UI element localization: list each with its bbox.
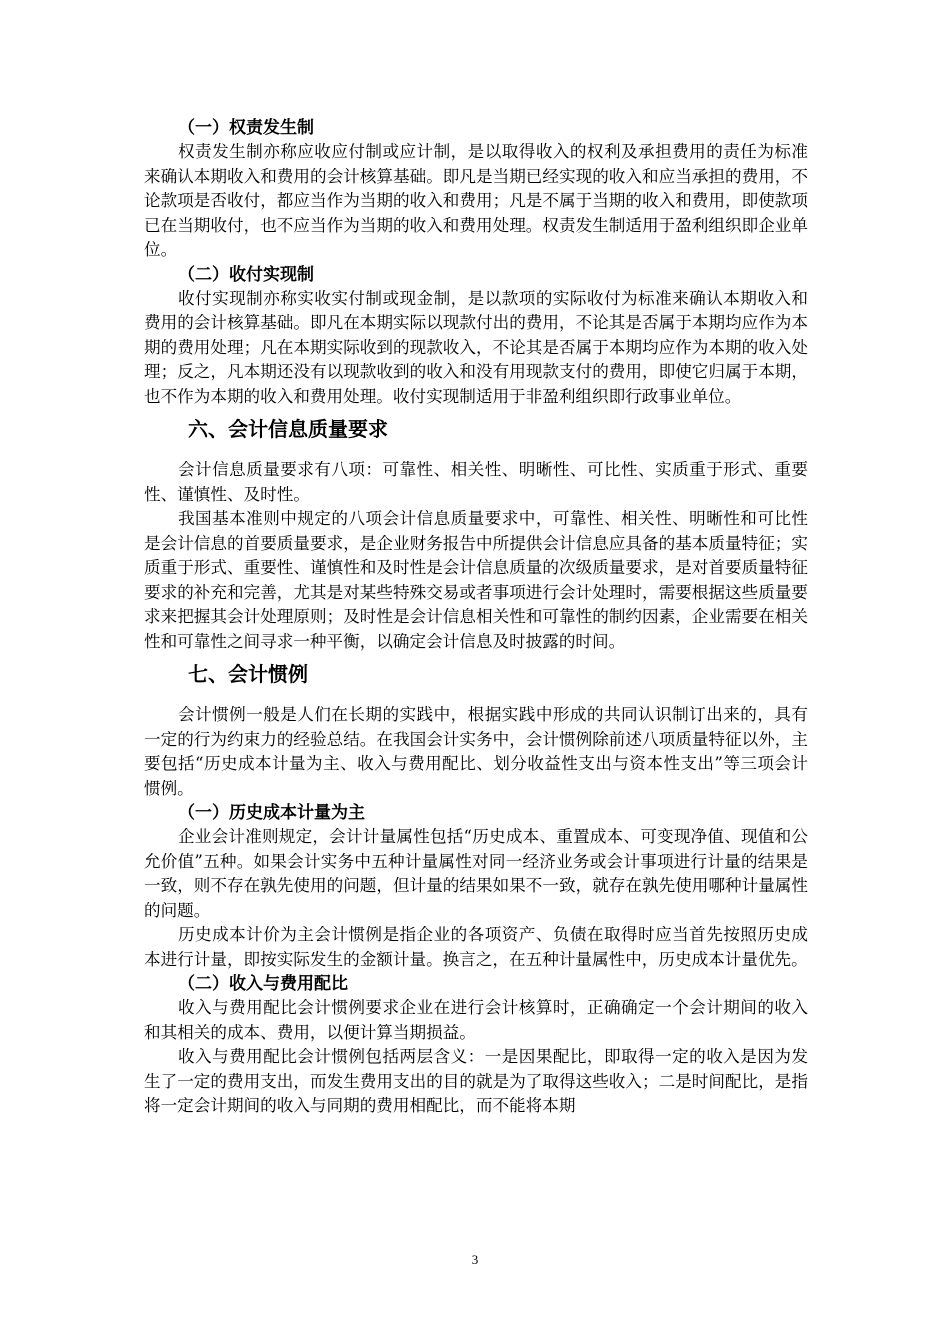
document-page <box>144 116 808 1119</box>
paragraph-matching-meaning: 收入与费用配比会计惯例包括两层含义：一是因果配比，即取得一定的收入是因为发生了一定的费用支出，而发生费用支出的目的就是为了取得这些收入；二是时间配比，是指将一定会计期间的收入与同期的费用相配比，而不能将本期 <box>144 1047 808 1115</box>
subheading-historical-cost: （一）历史成本计量为主 <box>178 803 365 823</box>
paragraph-quality-list: 会计信息质量要求有八项：可靠性、相关性、明晰性、可比性、实质重于形式、重要性、谨慎性、及时性。 <box>144 460 808 504</box>
paragraph-quality-detail: 我国基本准则中规定的八项会计信息质量要求中，可靠性、相关性、明晰性和可比性是会计信息的首要质量要求，是企业财务报告中所提供会计信息应具备的基本质量特征；实质重于形式、重要性、谨慎性和及时性是会计信息质量的次级质量要求，是对首要质量特征要求的补充和完善，尤其是对某些特殊交易或者事项进行会计处理时，需要根据这些质量要求来把握其会计处理原则；及时性是会计信息相关性和可靠性的制约因素，企业需要在相关性和可靠性之间寻求一种平衡，以确定会计信息及时披露的时间。 <box>144 509 808 651</box>
section-heading-6: 六、会计信息质量要求 <box>188 417 388 441</box>
paragraph-cash-basis: 收付实现制亦称实收实付制或现金制，是以款项的实际收付为标准来确认本期收入和费用的会计核算基础。即凡在本期实际以现款付出的费用，不论其是否属于本期均应作为本期的费用处理；凡在本期实际收到的现款收入，不论其是否属于本期均应作为本期的收入处理；反之，凡本期还没有以现款收到的收入和没有用现款支付的费用，即使它归属于本期，也不作为本期的收入和费用处理。收付实现制适用于非盈利组织即行政事业单位。 <box>144 288 808 406</box>
subheading-matching: （二）收入与费用配比 <box>178 974 348 994</box>
subheading-cash-basis: （二）收付实现制 <box>178 264 314 285</box>
paragraph-measurement-attributes: 企业会计准则规定，会计计量属性包括“历史成本、重置成本、可变现净值、现值和公允价值”五种。如果会计实务中五种计量属性对同一经济业务或会计事项进行计量的结果是一致，则不存在孰先使用的问题，但计量的结果如果不一致，就存在孰先使用哪种计量属性的问题。 <box>144 827 808 920</box>
paragraph-historical-cost: 历史成本计价为主会计惯例是指企业的各项资产、负债在取得时应当首先按照历史成本进行计量，即按实际发生的金额计量。换言之，在五种计量属性中，历史成本计量优先。 <box>144 925 808 969</box>
paragraph-matching-requirement: 收入与费用配比会计惯例要求企业在进行会计核算时，正确确定一个会计期间的收入和其相关的成本、费用，以便计算当期损益。 <box>144 998 808 1042</box>
section-heading-7: 七、会计惯例 <box>188 662 308 686</box>
paragraph-conventions-intro: 会计惯例一般是人们在长期的实践中，根据实践中形成的共同认识制订出来的，具有一定的行为约束力的经验总结。在我国会计实务中，会计惯例除前述八项质量特征以外，主要包括“历史成本计量为主、收入与费用配比、划分收益性支出与资本性支出”等三项会计惯例。 <box>144 705 808 798</box>
page-number: 3 <box>471 1252 479 1267</box>
paragraph-accrual-basis: 权责发生制亦称应收应付制或应计制，是以取得收入的权利及承担费用的责任为标准来确认本期收入和费用的会计核算基础。即凡是当期已经实现的收入和应当承担的费用，不论款项是否收付，都应当作为当期的收入和费用；凡是不属于当期的收入和费用，即使款项已在当期收付，也不应当作为当期的收入和费用处理。权责发生制适用于盈利组织即企业单位。 <box>144 142 808 259</box>
subheading-accrual-basis: （一）权责发生制 <box>178 118 314 138</box>
